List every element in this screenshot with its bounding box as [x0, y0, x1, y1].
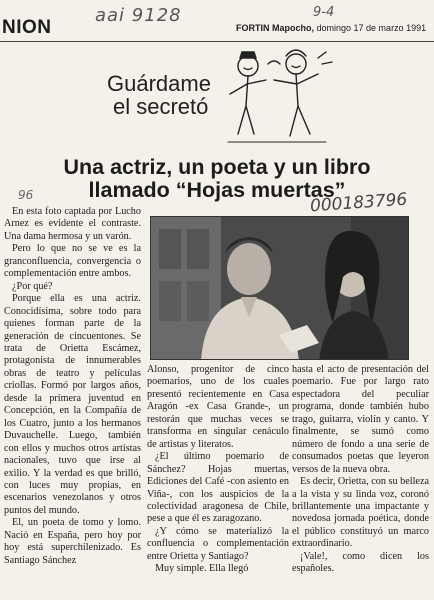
handwritten-margin-note: 96 [18, 188, 34, 202]
paragraph: ¿El último poemario de Sánchez? Hojas muertas, Ediciones del Café -con asiento en Viña-, con los auspicios de la colectividad aragonesa de Chile, pese a que él es zaragozano. [147, 451, 289, 525]
handwritten-archive-number: 000183796 [309, 189, 408, 217]
paragraph: ¡Vale!, como dicen los españoles. [292, 550, 429, 575]
column-heading-line1: Guárdame [107, 71, 211, 96]
paragraph: Alonso, progenitor de cinco poemarios, uno de los cuales presentó recientemente en Casa Aragón -ex Casa Grande-, un restorán que muchas veces se transforma en singular cenáculo de artistas y literatos. [147, 364, 289, 450]
handwritten-archive-code: aai 9128 [95, 5, 182, 26]
headline-line2: llamado “Hojas muertas” [88, 178, 346, 202]
dateline [236, 23, 426, 33]
paragraph: hasta el acto de presentación del poemario. Fue por largo rato espectadora del peculiar programa, donde también hubo trago, guitarra, violín y canto. Y finalmente, se sumó como número de fondo a una serie de consumados poetas que leyeron versos de la nueva obra. [292, 364, 429, 475]
publication-date: domingo 17 de marzo 1991 [316, 23, 427, 33]
article-photo [150, 216, 409, 360]
paragraph: Muy simple. Ella llegó [155, 563, 249, 575]
paragraph: El, un poeta de tomo y lomo. Nació en España, pero hoy por hoy está superchilenizado. Es Santiago Sánchez [4, 517, 141, 566]
article-column-right [292, 364, 429, 576]
column-heading [107, 72, 211, 118]
section-name: NION [2, 17, 52, 38]
photo-image [151, 217, 409, 360]
handwritten-mark: 9-4 [313, 5, 335, 20]
article-column-middle [147, 364, 289, 576]
paragraph: ¿Por qué? [12, 280, 53, 292]
column-illustration [218, 44, 336, 148]
header-divider [0, 41, 434, 42]
headline-line1: Una actriz, un poeta y un libro [63, 155, 371, 179]
article-column-left [4, 206, 141, 567]
paragraph: Porque ella es una actriz. Conocidísima, sobre todo para quienes forman parte de la generación de cincuentones. Se trata de Orietta Escámez, protagonista de innumerables obras de teatro y películas criollas. Formó por largos años, desde la primera juventud en Concepción, en la Compañía de los Cuatro, junto a los hermanos Duvauchelle. Luego, también con ellos y muchos otros artistas nacionales, tuvo que irse al exilio. Y la verdad es que brilló, con luces muy propias, en escenarios venezolanos y otros puntos del mundo. [4, 293, 141, 516]
newspaper-name: FORTIN Mapocho, [236, 23, 314, 33]
paragraph: ¿Y cómo se materializó la confluencia o complementación entre Orietta y Santiago? [147, 525, 289, 562]
paragraph: En esta foto captada por Lucho Arnez es evidente el contraste. Una dama hermosa y un varón. [4, 206, 141, 242]
paragraph: Es decir, Orietta, con su belleza a la vista y su linda voz, coronó brillantemente una impactante y novedosa jornada poética, donde el público constituyó un marco extraordinario. [292, 476, 429, 550]
paragraph: Pero lo que no se ve es la granconfluencia, convergencia o complementación entre ambos. [4, 243, 141, 280]
column-heading-line2: el secretó [113, 94, 209, 119]
